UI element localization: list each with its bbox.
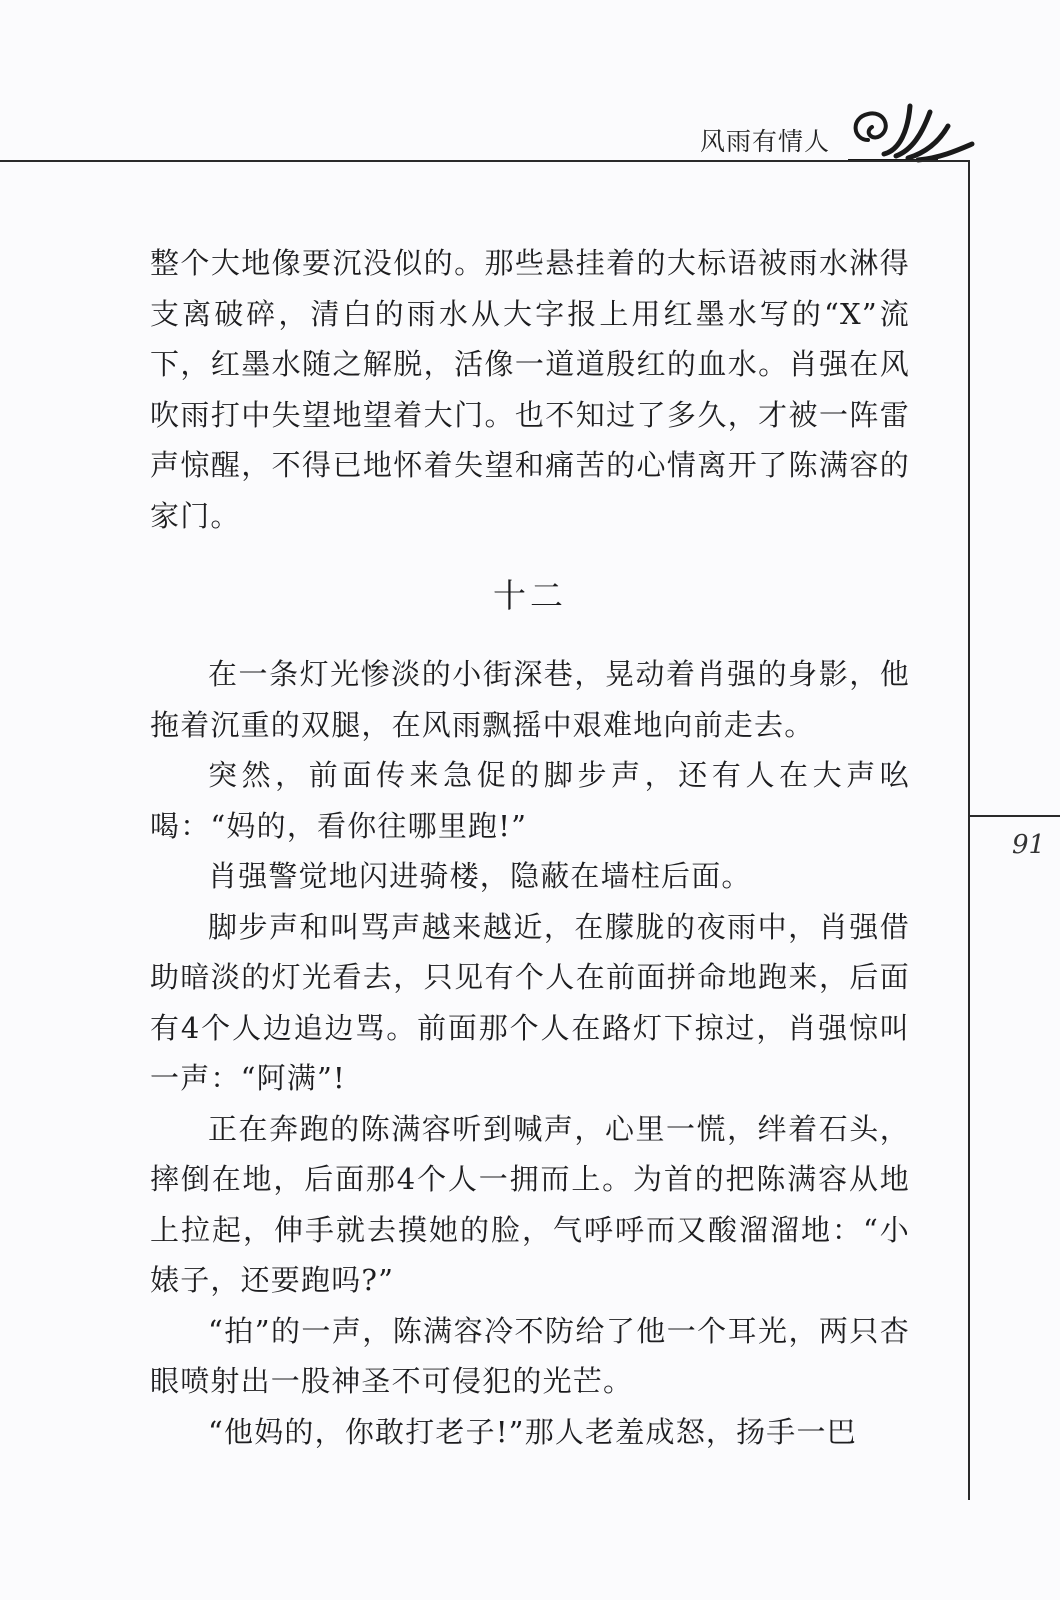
paragraph: “拍”的一声，陈满容冷不防给了他一个耳光，两只杏眼喷射出一股神圣不可侵犯的光芒。 [150,1313,910,1398]
right-margin-rule [968,160,970,1500]
paragraph: 正在奔跑的陈满容听到喊声，心里一慌，绊着石头，摔倒在地，后面那4个人一拥而上。为首的把陈满容从地上拉起，伸手就去摸她的脸，气呼呼而又酸溜溜地：“小婊子，还要跑吗?” [150,1111,910,1297]
page-number: 91 [1012,830,1046,860]
paragraph: 整个大地像要沉没似的。那些悬挂着的大标语被雨水淋得支离破碎，清白的雨水从大字报上用红墨水写的“X”流下，红墨水随之解脱，活像一道道殷红的血水。肖强在风吹雨打中失望地望着大门。也不知过了多久，才被一阵雷声惊醒，不得已地怀着失望和痛苦的心情离开了陈满容的家门。 [150,246,910,533]
header-rule [0,160,970,162]
paragraph: “他妈的，你敢打老子!”那人老羞成怒，扬手一巴 [208,1414,857,1449]
page-number-rule [970,815,1060,817]
running-header-title: 风雨有情人 [700,127,831,156]
paragraph: 突然，前面传来急促的脚步声，还有人在大声吆喝：“妈的，看你往哪里跑!” [150,758,910,843]
paragraph: 肖强警觉地闪进骑楼，隐蔽在墙柱后面。 [208,859,752,893]
text-block-before [150,238,910,541]
paragraph: 在一条灯光惨淡的小街深巷，晃动着肖强的身影，他拖着沉重的双腿，在风雨飘摇中艰难地向前走去。 [150,657,910,742]
chapter-heading: 十二 [493,576,567,615]
decorative-flourish-icon [848,100,978,164]
paragraph: 脚步声和叫骂声越来越近，在朦胧的夜雨中，肖强借助暗淡的灯光看去，只见有个人在前面拼命地跑来，后面有4个人边追边骂。前面那个人在路灯下掠过，肖强惊叫一声：“阿满”! [150,909,910,1095]
text-block-after [150,649,910,1457]
